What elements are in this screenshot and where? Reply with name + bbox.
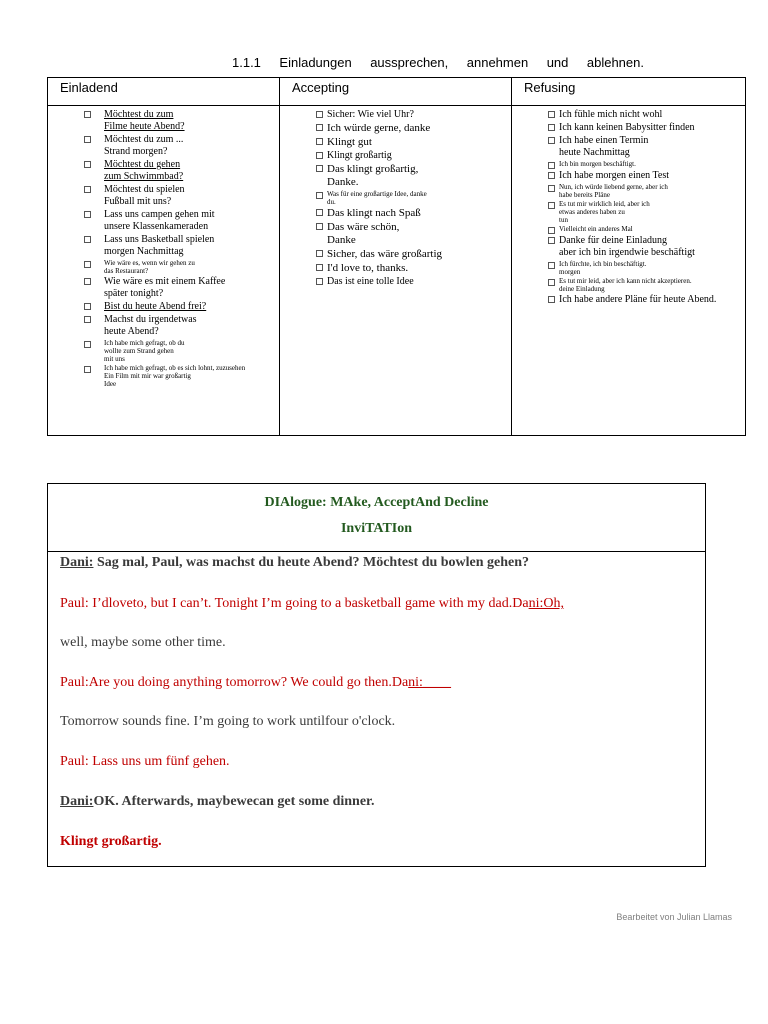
dialogue-line-7	[60, 793, 374, 811]
refusing-item-text: Ich habe einen Termin heute Nachmittag	[559, 135, 649, 158]
inviting-item-text: Wie wäre es mit einem Kaffee später tonight?	[104, 276, 226, 299]
refusing-item	[512, 277, 745, 293]
dialogue-line-4	[60, 674, 451, 692]
checkbox-icon	[316, 192, 323, 199]
refusing-item-text: Ich habe andere Pläne für heute Abend.	[559, 294, 717, 305]
checkbox-icon	[548, 262, 555, 269]
accepting-item-text: I'd love to, thanks.	[327, 262, 409, 274]
checkbox-icon	[316, 223, 323, 230]
checkbox-icon	[316, 250, 323, 257]
refusing-item	[512, 225, 745, 234]
checkbox-icon	[548, 162, 555, 169]
refusing-item	[512, 135, 745, 159]
inviting-item	[48, 339, 279, 363]
checkbox-icon	[316, 264, 323, 271]
refusing-item	[512, 200, 745, 224]
inviting-item-text: Machst du irgendetwas heute Abend?	[104, 314, 197, 337]
inviting-item	[48, 259, 279, 275]
line-text: OK. Afterwards, maybewecan get some dinner.	[93, 794, 375, 809]
inviting-item	[48, 276, 279, 300]
checkbox-icon	[84, 161, 91, 168]
refusing-cell	[512, 106, 746, 436]
accepting-item-text: Das ist eine tolle Idee	[327, 276, 414, 287]
header-inviting: Einladend	[48, 78, 280, 106]
checkbox-icon	[548, 124, 555, 131]
refusing-item	[512, 235, 745, 259]
page-heading: 1.1.1 Einladungen aussprechen, annehmen und ablehnen.	[232, 55, 644, 70]
accepting-item-text: Was für eine großartige Idee, danke du.	[327, 190, 427, 206]
inviting-item	[48, 109, 279, 133]
refusing-item-text: Danke für deine Einladung aber ich bin irgendwie beschäftigt	[559, 235, 695, 258]
inviting-item	[48, 209, 279, 233]
inviting-item-text: Ich habe mich gefragt, ob du wollte zum Strand gehen mit uns	[104, 339, 185, 363]
header-refusing: Refusing	[512, 78, 746, 106]
checkbox-icon	[316, 278, 323, 285]
refusing-item-text: Ich kann keinen Babysitter finden	[559, 122, 695, 133]
accepting-item	[280, 150, 511, 162]
checkbox-icon	[548, 202, 555, 209]
checkbox-icon	[548, 296, 555, 303]
accepting-item	[280, 207, 511, 220]
accepting-cell	[280, 106, 512, 436]
speaker-dani: Dani:	[60, 794, 94, 809]
checkbox-icon	[548, 279, 555, 286]
refusing-item	[512, 170, 745, 182]
accepting-item	[280, 190, 511, 206]
phrases-table	[47, 77, 746, 436]
checkbox-icon	[84, 211, 91, 218]
inviting-item	[48, 159, 279, 183]
line-tail: ni:____	[408, 675, 451, 690]
checkbox-icon	[316, 111, 323, 118]
refusing-item-text: Vielleicht ein anderes Mal	[559, 225, 633, 233]
inviting-item-text: Wie wäre es, wenn wir gehen zu das Restaurant?	[104, 259, 195, 275]
dialogue-title	[48, 484, 705, 552]
accepting-item-text: Das wäre schön, Danke	[327, 221, 400, 246]
dialogue-line-2	[60, 595, 564, 613]
refusing-item-text: Es tut mir leid, aber ich kann nicht akzeptieren. deine Einladung	[559, 277, 692, 293]
dialogue-title-line2: InviTATIon	[340, 521, 413, 536]
accepting-item	[280, 262, 511, 275]
accepting-item-text: Das klingt nach Spaß	[327, 207, 421, 219]
accepting-item	[280, 276, 511, 288]
dialogue-line-8: Klingt großartig.	[60, 834, 162, 849]
checkbox-icon	[84, 236, 91, 243]
refusing-item	[512, 183, 745, 199]
refusing-item	[512, 122, 745, 134]
checkbox-icon	[316, 124, 323, 131]
accepting-item-text: Das klingt großartig, Danke.	[327, 163, 419, 188]
inviting-item	[48, 234, 279, 258]
inviting-item	[48, 301, 279, 313]
refusing-item	[512, 294, 745, 306]
checkbox-icon	[84, 136, 91, 143]
inviting-item-text: Möchtest du gehen zum Schwimmbad?	[104, 159, 184, 182]
accepting-item-text: Ich würde gerne, danke	[327, 122, 431, 134]
line-text: Paul: I’dloveto, but I can’t. Tonight I’m going to a basketball game with my dad.Da	[60, 596, 529, 611]
accepting-item	[280, 122, 511, 135]
checkbox-icon	[84, 111, 91, 118]
accepting-item	[280, 163, 511, 189]
checkbox-icon	[316, 165, 323, 172]
dialogue-line-1	[60, 554, 529, 572]
checkbox-icon	[316, 209, 323, 216]
line-text: Sag mal, Paul, was machst du heute Abend? Möchtest du bowlen gehen?	[93, 555, 530, 570]
inviting-item-text: Lass uns Basketball spielen morgen Nachmittag	[104, 234, 215, 257]
inviting-item	[48, 364, 279, 388]
checkbox-icon	[84, 261, 91, 268]
checkbox-icon	[84, 303, 91, 310]
checkbox-icon	[316, 152, 323, 159]
dialogue-title-line1: DIAlogue: MAke, AcceptAnd Decline	[264, 495, 489, 510]
accepting-item-text: Klingt großartig	[327, 150, 392, 161]
inviting-item-text: Möchtest du spielen Fußball mit uns?	[104, 184, 185, 207]
refusing-item-text: Nun, ich würde liebend gerne, aber ich habe bereits Pläne	[559, 183, 668, 199]
accepting-item	[280, 136, 511, 149]
accepting-item-text: Klingt gut	[327, 136, 372, 148]
header-accepting: Accepting	[280, 78, 512, 106]
checkbox-icon	[316, 138, 323, 145]
inviting-item-text: Möchtest du zum Filme heute Abend?	[104, 109, 185, 132]
refusing-item	[512, 160, 745, 169]
accepting-item-text: Sicher, das wäre großartig	[327, 248, 443, 260]
speaker-dani: Dani:	[60, 555, 94, 570]
checkbox-icon	[84, 341, 91, 348]
checkbox-icon	[84, 278, 91, 285]
accepting-item	[280, 221, 511, 247]
line-tail: ni:Oh,	[528, 596, 564, 611]
refusing-item-text: Ich fürchte, ich bin beschäftigt. morgen	[559, 260, 647, 276]
footer-credit: Bearbeitet von Julian Llamas	[616, 912, 732, 922]
inviting-item-text: Lass uns campen gehen mit unsere Klassenkameraden	[104, 209, 215, 232]
inviting-item	[48, 184, 279, 208]
refusing-item-text: Ich habe morgen einen Test	[559, 170, 670, 181]
accepting-item	[280, 109, 511, 121]
dialogue-line-6: Paul: Lass uns um fünf gehen.	[60, 754, 230, 769]
checkbox-icon	[84, 186, 91, 193]
inviting-item	[48, 314, 279, 338]
accepting-item-text: Sicher: Wie viel Uhr?	[327, 109, 414, 120]
inviting-cell	[48, 106, 280, 436]
checkbox-icon	[548, 172, 555, 179]
inviting-item-text: Möchtest du zum ... Strand morgen?	[104, 134, 184, 157]
refusing-item	[512, 109, 745, 121]
dialogue-line-3: well, maybe some other time.	[60, 635, 226, 650]
refusing-item-text: Ich bin morgen beschäftigt.	[559, 160, 636, 168]
accepting-item	[280, 248, 511, 261]
inviting-item-text: Bist du heute Abend frei?	[104, 301, 207, 312]
dialogue-line-5: Tomorrow sounds fine. I’m going to work untilfour o'clock.	[60, 714, 396, 729]
checkbox-icon	[548, 185, 555, 192]
checkbox-icon	[548, 137, 555, 144]
checkbox-icon	[548, 227, 555, 234]
dialogue-box	[47, 483, 706, 867]
checkbox-icon	[548, 111, 555, 118]
checkbox-icon	[84, 316, 91, 323]
refusing-item	[512, 260, 745, 276]
inviting-item-text: Ich habe mich gefragt, ob es sich lohnt, zuzusehen Ein Film mit mir war großartig Idee	[104, 364, 246, 388]
refusing-item-text: Ich fühle mich nicht wohl	[559, 109, 663, 120]
checkbox-icon	[548, 237, 555, 244]
checkbox-icon	[84, 366, 91, 373]
line-text: Paul:Are you doing anything tomorrow? We could go then.Da	[60, 675, 409, 690]
inviting-item	[48, 134, 279, 158]
refusing-item-text: Es tut mir wirklich leid, aber ich etwas anderes haben zu tun	[559, 200, 650, 224]
